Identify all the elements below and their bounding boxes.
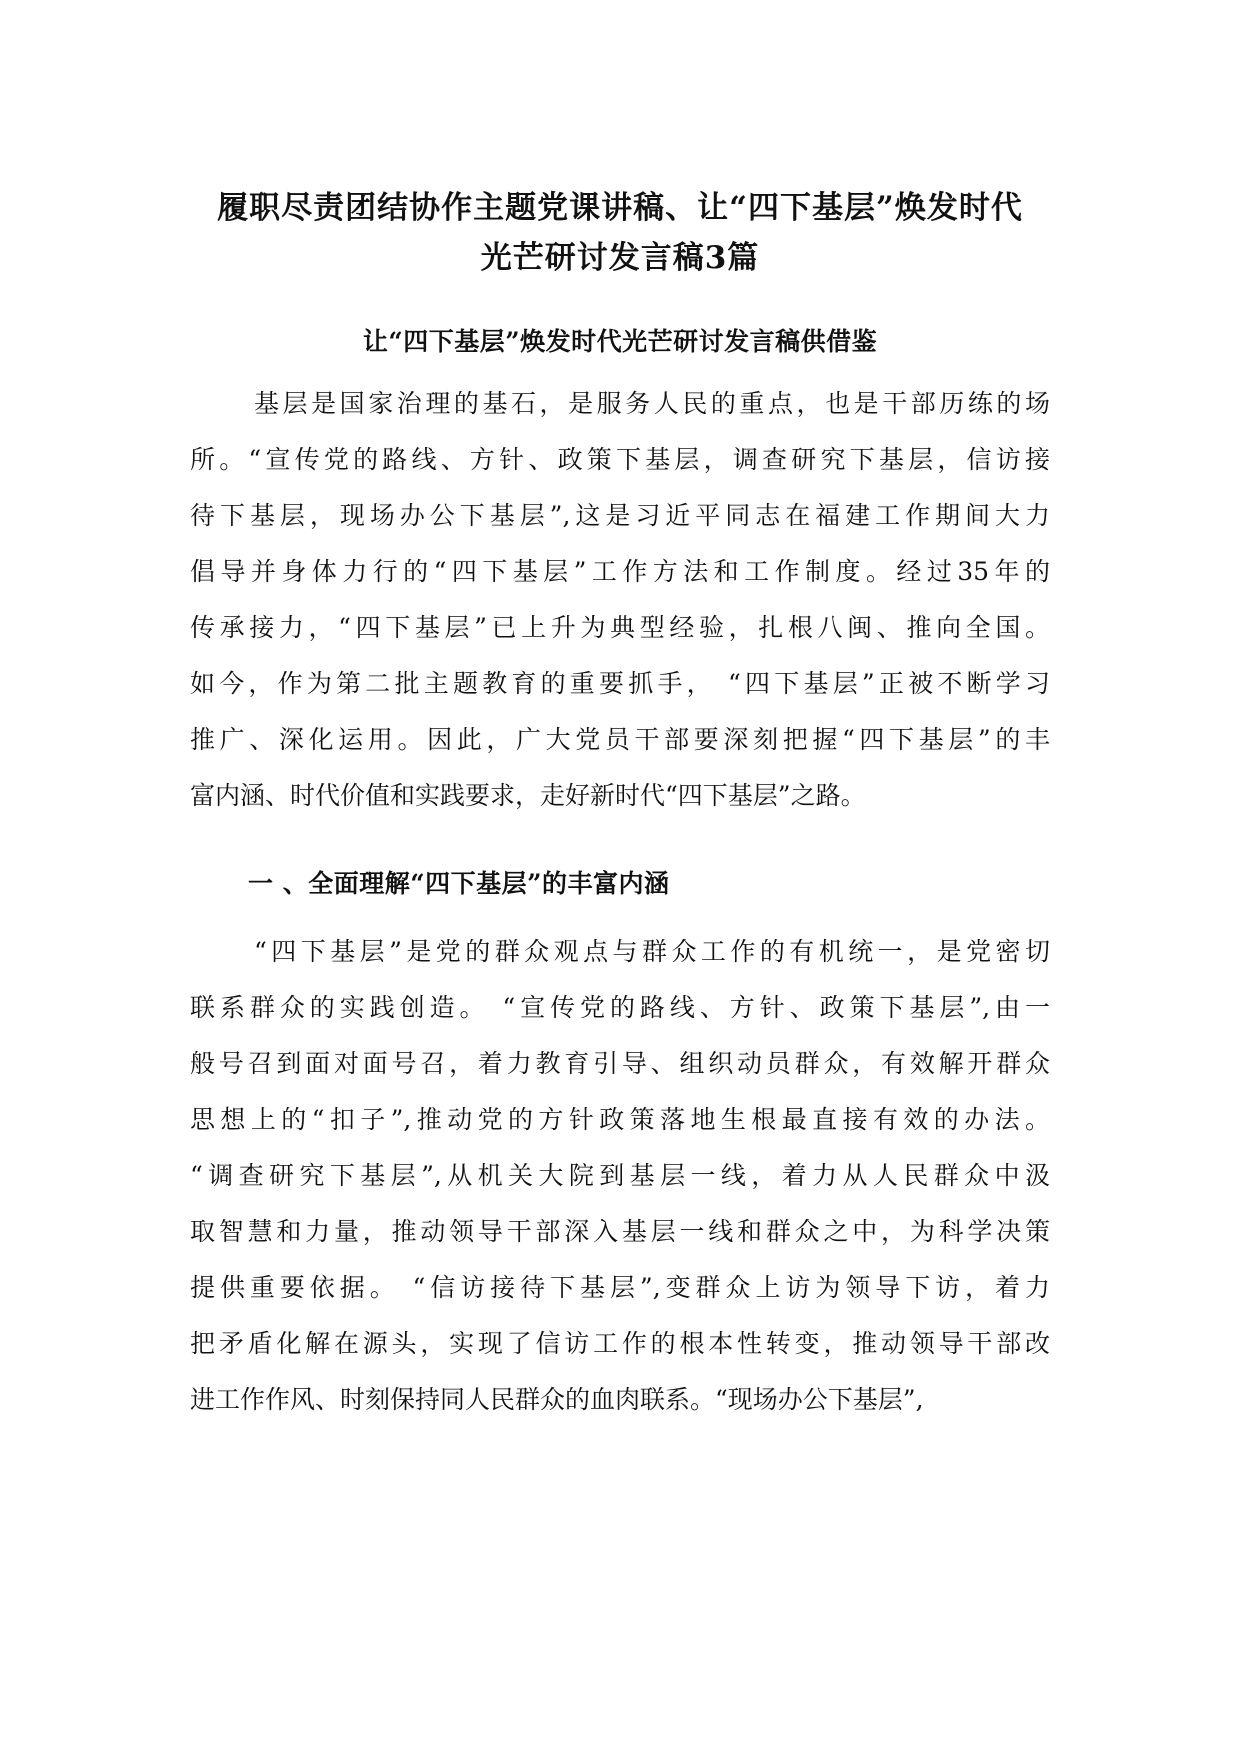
paragraph-line: 进工作作风、时刻保持同人民群众的血肉联系。“现场办公下基层”, <box>190 1385 924 1414</box>
document-title <box>190 183 1050 283</box>
document-title-line: 光芒研讨发言稿3篇 <box>480 240 760 276</box>
paragraph-line: 把矛盾化解在源头，实现了信访工作的根本性转变，推动领导干部改 <box>190 1329 1050 1358</box>
paragraph-line: 倡导并身体力行的“四下基层”工作方法和工作制度。经过35年的 <box>190 557 1050 586</box>
paragraph-section-one <box>190 924 1050 1428</box>
document-subtitle: 让“四下基层”焕发时代光芒研讨发言稿供借鉴 <box>362 327 878 356</box>
paragraph-line: 如今，作为第二批主题教育的重要抓手， “四下基层”正被不断学习 <box>190 669 1050 698</box>
paragraph-line: 基层是国家治理的基石，是服务人民的重点，也是干部历练的场 <box>254 389 1050 418</box>
paragraph-line: 推广、深化运用。因此，广大党员干部要深刻把握“四下基层”的丰 <box>190 725 1050 754</box>
paragraph-line: 传承接力，“四下基层”已上升为典型经验，扎根八闽、推向全国。 <box>190 613 1050 642</box>
paragraph-line: 待下基层，现场办公下基层”,这是习近平同志在福建工作期间大力 <box>190 501 1050 530</box>
section-heading: 一 、全面理解“四下基层”的丰富内涵 <box>248 869 670 898</box>
paragraph-line: 联系群众的实践创造。 “宣传党的路线、方针、政策下基层”,由一 <box>190 993 1050 1022</box>
paragraph-line: “四下基层”是党的群众观点与群众工作的有机统一，是党密切 <box>254 937 1050 966</box>
paragraph-line: “调查研究下基层”,从机关大院到基层一线，着力从人民群众中汲 <box>190 1161 1050 1190</box>
document-title-line: 履职尽责团结协作主题党课讲稿、让“四下基层”焕发时代 <box>217 190 1023 226</box>
paragraph-line: 富内涵、时代价值和实践要求，走好新时代“四下基层”之路。 <box>190 781 866 810</box>
paragraph-line: 般号召到面对面号召，着力教育引导、组织动员群众，有效解开群众 <box>190 1049 1050 1078</box>
paragraph-line: 所。“宣传党的路线、方针、政策下基层，调查研究下基层，信访接 <box>190 445 1050 474</box>
paragraph-line: 取智慧和力量，推动领导干部深入基层一线和群众之中，为科学决策 <box>190 1217 1050 1246</box>
paragraph-intro <box>190 376 1050 824</box>
paragraph-line: 思想上的“扣子”,推动党的方针政策落地生根最直接有效的办法。 <box>190 1105 1050 1134</box>
paragraph-line: 提供重要依据。 “信访接待下基层”,变群众上访为领导下访，着力 <box>190 1273 1050 1302</box>
